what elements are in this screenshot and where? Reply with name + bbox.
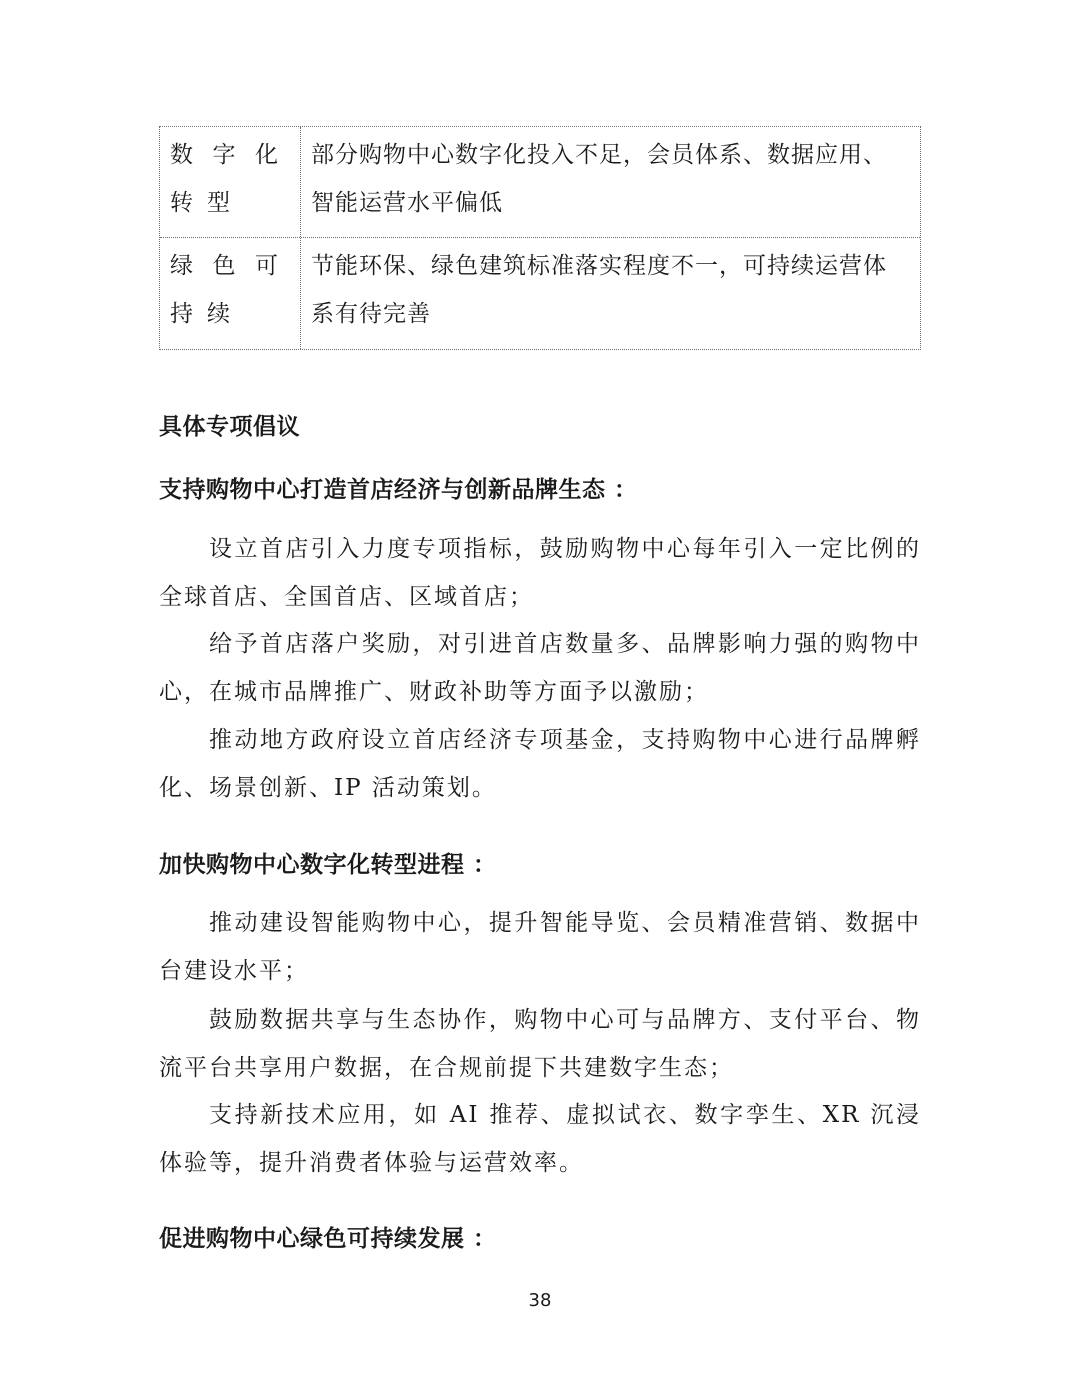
- section-title: 具体专项倡议: [159, 414, 300, 440]
- table-text-cell: 节能环保、绿色建筑标准落实程度不一，可持续运营体系有待完善: [311, 253, 887, 327]
- table-row: [160, 238, 920, 349]
- table-label-cell: 数字化转型: [160, 127, 301, 237]
- table-text-cell: 部分购物中心数字化投入不足，会员体系、数据应用、智能运营水平偏低: [311, 142, 887, 216]
- paragraph: 推动建设智能购物中心，提升智能导览、会员精准营销、数据中台建设水平；: [159, 910, 921, 984]
- paragraph: 支持新技术应用，如 AI 推荐、虚拟试衣、数字孪生、XR 沉浸体验等，提升消费者体验与运营效率。: [159, 1102, 921, 1176]
- section-heading: 加快购物中心数字化转型进程 ：: [159, 852, 497, 878]
- section-heading: 支持购物中心打造首店经济与创新品牌生态 ：: [159, 477, 638, 503]
- page-number: 38: [528, 1290, 552, 1311]
- paragraph: 设立首店引入力度专项指标，鼓励购物中心每年引入一定比例的全球首店、全国首店、区域首店；: [159, 536, 921, 610]
- paragraph: 给予首店落户奖励，对引进首店数量多、品牌影响力强的购物中心，在城市品牌推广、财政补助等方面予以激励；: [159, 631, 921, 705]
- table-label-cell: 绿色可持续: [160, 238, 301, 349]
- paragraph: 推动地方政府设立首店经济专项基金，支持购物中心进行品牌孵化、场景创新、IP 活动策划。: [159, 727, 921, 801]
- paragraph: 鼓励数据共享与生态协作，购物中心可与品牌方、支付平台、物流平台共享用户数据，在合规前提下共建数字生态；: [159, 1007, 921, 1081]
- table-row: [160, 127, 920, 238]
- section-heading: 促进购物中心绿色可持续发展 ：: [159, 1226, 497, 1252]
- issues-table: [159, 126, 921, 350]
